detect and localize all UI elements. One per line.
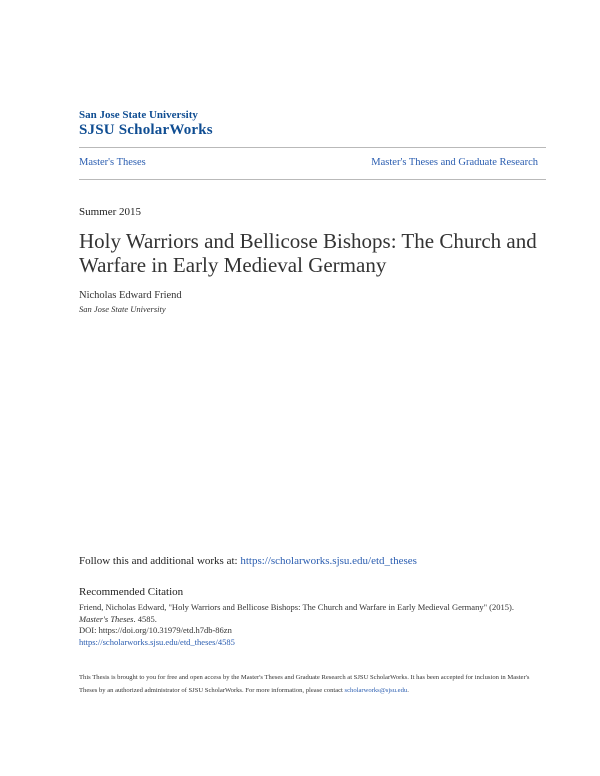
repository-name[interactable]: SJSU ScholarWorks xyxy=(79,122,213,138)
author-name: Nicholas Edward Friend xyxy=(79,290,182,301)
masters-theses-link[interactable]: Master's Theses xyxy=(79,157,146,168)
follow-text: Follow this and additional works at: xyxy=(79,555,241,567)
notice-text: This Thesis is brought to you for free and open access by the Master's Theses and Graduate Research at SJSU ScholarWorks. It has been accepted for inclusion in Master's Theses by an authorized administrator of SJSU ScholarWorks. For more information, please contact xyxy=(79,674,530,694)
citation-series: Master's Theses xyxy=(79,613,134,624)
follow-line xyxy=(79,555,417,567)
graduate-research-link[interactable]: Master's Theses and Graduate Research xyxy=(371,157,538,168)
notice-end: . xyxy=(407,687,409,694)
recommended-citation-heading: Recommended Citation xyxy=(79,586,184,598)
contact-email-link[interactable]: scholarworks@sjsu.edu xyxy=(344,687,408,694)
access-notice xyxy=(79,671,541,697)
header-divider-bottom xyxy=(79,179,546,180)
citation-text: Friend, Nicholas Edward, "Holy Warriors and Bellicose Bishops: The Church and Warfare in Early Medieval Germany" (2015). xyxy=(79,602,514,612)
institution-name: San Jose State University xyxy=(79,109,198,121)
thesis-title: Holy Warriors and Bellicose Bishops: The Church and Warfare in Early Medieval Germany xyxy=(79,229,537,277)
publication-date: Summer 2015 xyxy=(79,206,142,218)
author-affiliation: San Jose State University xyxy=(79,304,166,314)
citation-number: . 4585. xyxy=(133,613,157,624)
header-divider-top xyxy=(79,147,546,148)
citation-series-line xyxy=(79,614,549,626)
citation-url-link[interactable]: https://scholarworks.sjsu.edu/etd_theses/4585 xyxy=(79,636,235,647)
citation-doi: DOI: https://doi.org/10.31979/etd.h7db-86zn xyxy=(79,625,232,635)
citation-block xyxy=(79,602,549,648)
collection-link[interactable]: https://scholarworks.sjsu.edu/etd_theses xyxy=(240,555,417,567)
